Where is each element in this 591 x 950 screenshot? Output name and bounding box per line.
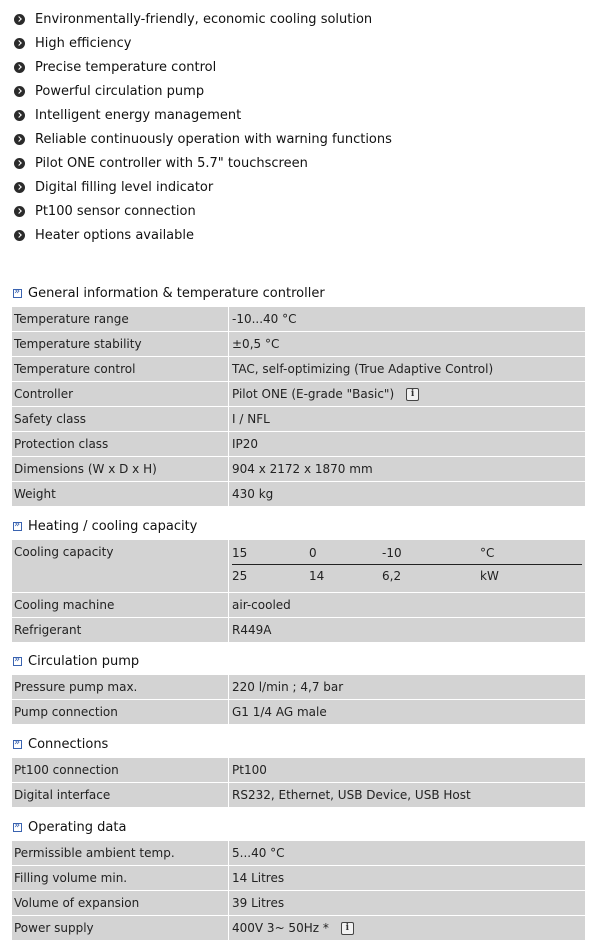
bullet-icon: [14, 14, 25, 25]
table-row: [12, 306, 585, 332]
bullet-icon: [14, 230, 25, 241]
bullet-icon: [14, 38, 25, 49]
table-row: [12, 674, 585, 700]
capacity-value: 25: [232, 569, 248, 583]
row-label: Protection class: [12, 432, 229, 456]
table-row: [12, 593, 585, 618]
feature-item: [14, 7, 574, 31]
feature-text: Intelligent energy management: [35, 107, 242, 123]
section-title-connections[interactable]: [13, 735, 108, 753]
pump-table: [12, 674, 585, 725]
row-label: Temperature range: [12, 307, 229, 331]
row-value: 904 x 2172 x 1870 mm: [232, 462, 373, 476]
section-title-text: Operating data: [28, 819, 127, 835]
bullet-icon: [14, 182, 25, 193]
row-label: Volume of expansion: [12, 891, 229, 915]
row-value: -10...40 °C: [232, 312, 297, 326]
row-label: Cooling capacity: [12, 540, 229, 592]
capacity-value: 6,2: [382, 569, 402, 583]
capacity-temp: -10: [382, 546, 402, 560]
section-title-text: Heating / cooling capacity: [28, 518, 198, 534]
section-title-general[interactable]: [13, 284, 325, 302]
table-row: [12, 840, 585, 866]
feature-text: Digital filling level indicator: [35, 179, 214, 195]
row-value: IP20: [232, 437, 259, 451]
capacity-unit: °C: [480, 546, 495, 560]
row-label: Pressure pump max.: [12, 675, 229, 699]
table-row: [12, 357, 585, 382]
row-value: RS232, Ethernet, USB Device, USB Host: [232, 788, 471, 802]
row-value: 430 kg: [232, 487, 274, 501]
row-label: Dimensions (W x D x H): [12, 457, 229, 481]
capacity-temp: 0: [309, 546, 317, 560]
table-row: [12, 700, 585, 725]
power-supply-value: 400V 3~ 50Hz *: [232, 921, 329, 935]
table-row: [12, 457, 585, 482]
bullet-icon: [14, 134, 25, 145]
table-row: [12, 618, 585, 643]
feature-text: High efficiency: [35, 35, 132, 51]
section-title-operating[interactable]: [13, 818, 126, 836]
feature-item: [14, 151, 574, 175]
expand-icon[interactable]: [13, 657, 22, 666]
capacity-unit: kW: [480, 569, 499, 583]
feature-item: [14, 31, 574, 55]
row-value: G1 1/4 AG male: [232, 705, 327, 719]
table-row: [12, 432, 585, 457]
feature-list: [14, 7, 574, 247]
expand-icon[interactable]: [13, 522, 22, 531]
row-label: Filling volume min.: [12, 866, 229, 890]
capacity-temp: 15: [232, 546, 248, 560]
section-title-heating[interactable]: [13, 517, 197, 535]
row-value: 220 l/min ; 4,7 bar: [232, 680, 344, 694]
table-row: [12, 407, 585, 432]
expand-icon[interactable]: [13, 289, 22, 298]
row-value: Pt100: [232, 763, 267, 777]
capacity-value-row: [229, 565, 585, 585]
feature-text: Pt100 sensor connection: [35, 203, 196, 219]
controller-value: Pilot ONE (E-grade "Basic"): [232, 387, 395, 401]
row-value: I / NFL: [232, 412, 270, 426]
feature-text: Powerful circulation pump: [35, 83, 205, 99]
row-value: ±0,5 °C: [232, 337, 280, 351]
feature-text: Heater options available: [35, 227, 195, 243]
row-value: TAC, self-optimizing (True Adaptive Control): [232, 362, 494, 376]
section-title-text: Circulation pump: [28, 653, 140, 669]
row-label: Temperature stability: [12, 332, 229, 356]
row-label: Power supply: [12, 916, 229, 940]
bullet-icon: [14, 86, 25, 97]
table-row: [12, 539, 585, 593]
table-row: [12, 382, 585, 407]
capacity-table: [229, 540, 585, 592]
row-value: 14 Litres: [232, 871, 285, 885]
table-row: [12, 757, 585, 783]
capacity-header-row: [229, 546, 585, 564]
row-value: 5...40 °C: [232, 846, 285, 860]
section-title-pump[interactable]: [13, 652, 139, 670]
heating-table: [12, 539, 585, 643]
row-label: Weight: [12, 482, 229, 506]
section-title-text: Connections: [28, 736, 109, 752]
connections-table: [12, 757, 585, 808]
operating-table: [12, 840, 585, 941]
feature-item: [14, 175, 574, 199]
row-label: Refrigerant: [12, 618, 229, 642]
feature-item: [14, 127, 574, 151]
row-label: Controller: [12, 382, 229, 406]
table-row: [12, 332, 585, 357]
capacity-value: 14: [309, 569, 325, 583]
bullet-icon: [14, 158, 25, 169]
row-label: Permissible ambient temp.: [12, 841, 229, 865]
feature-item: [14, 103, 574, 127]
feature-text: Reliable continuously operation with warning functions: [35, 131, 392, 147]
feature-item: [14, 55, 574, 79]
expand-icon[interactable]: [13, 740, 22, 749]
bullet-icon: [14, 206, 25, 217]
feature-text: Precise temperature control: [35, 59, 217, 75]
info-icon[interactable]: i: [406, 388, 419, 401]
table-row: [12, 783, 585, 808]
row-label: Digital interface: [12, 783, 229, 807]
row-value: [229, 916, 585, 940]
row-value: [229, 382, 585, 406]
table-row: [12, 866, 585, 891]
bullet-icon: [14, 62, 25, 73]
feature-item: [14, 223, 574, 247]
row-value: R449A: [232, 623, 272, 637]
row-value: air-cooled: [232, 598, 291, 612]
feature-text: Environmentally-friendly, economic cooling solution: [35, 11, 373, 27]
row-label: Temperature control: [12, 357, 229, 381]
row-value: 39 Litres: [232, 896, 285, 910]
table-row: [12, 891, 585, 916]
feature-text: Pilot ONE controller with 5.7" touchscreen: [35, 155, 308, 171]
feature-item: [14, 199, 574, 223]
general-table: [12, 306, 585, 507]
feature-item: [14, 79, 574, 103]
table-row: [12, 916, 585, 941]
section-title-text: General information & temperature controller: [28, 285, 325, 301]
bullet-icon: [14, 110, 25, 121]
row-label: Cooling machine: [12, 593, 229, 617]
expand-icon[interactable]: [13, 823, 22, 832]
table-row: [12, 482, 585, 507]
row-label: Pump connection: [12, 700, 229, 724]
row-label: Pt100 connection: [12, 758, 229, 782]
row-label: Safety class: [12, 407, 229, 431]
info-icon[interactable]: i: [341, 922, 354, 935]
